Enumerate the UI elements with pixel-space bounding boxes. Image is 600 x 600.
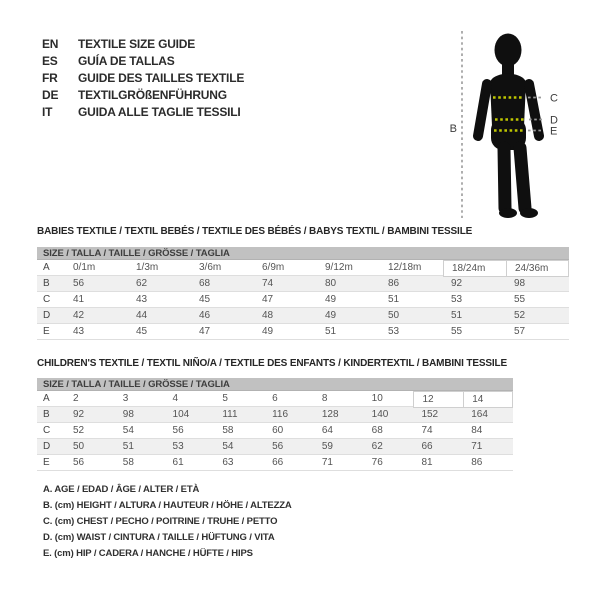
size-value-cell: 53 (388, 326, 400, 337)
size-value-cell: 41 (73, 294, 85, 305)
waist-label: D (550, 114, 558, 127)
size-value-cell: 98 (514, 278, 526, 289)
children-section-title: CHILDREN'S TEXTILE / TEXTIL NIÑO/A / TEXTILE DES ENFANTS / KINDERTEXTIL / BAMBINI TESSILE (37, 358, 507, 369)
size-value-cell: 8 (321, 393, 328, 404)
size-value-cell: 10 (371, 393, 383, 404)
size-value-cell: 50 (73, 441, 85, 452)
size-value-cell: 52 (73, 425, 85, 436)
size-value-cell: 5 (222, 393, 228, 404)
size-value-cell: 152 (421, 409, 439, 420)
row-label: D (43, 310, 51, 321)
size-value-cell: 86 (471, 457, 483, 468)
size-table-header: SIZE / TALLA / TAILLE / GRÖSSE / TAGLIA (37, 378, 513, 391)
size-value-cell: 51 (325, 326, 337, 337)
size-value-cell: 3/6m (199, 262, 222, 273)
size-value-cell: 51 (451, 310, 463, 321)
size-value-cell: 59 (321, 441, 333, 452)
chest-label: C (550, 92, 558, 105)
size-table-row (37, 423, 513, 439)
size-value-cell: 63 (222, 457, 234, 468)
row-label: B (43, 278, 50, 289)
language-title: GUIDA ALLE TAGLIE TESSILI (78, 105, 241, 119)
size-value-cell: 14 (463, 391, 513, 408)
size-value-cell: 56 (172, 425, 184, 436)
size-value-cell: 86 (388, 278, 400, 289)
silhouette-shape (478, 34, 539, 219)
size-value-cell: 43 (136, 294, 148, 305)
child-silhouette-figure (438, 26, 570, 226)
size-value-cell: 68 (371, 425, 383, 436)
size-value-cell: 1/3m (136, 262, 159, 273)
size-value-cell: 71 (321, 457, 333, 468)
size-value-cell: 44 (136, 310, 148, 321)
size-value-cell: 4 (172, 393, 179, 404)
size-value-cell: 56 (73, 278, 85, 289)
children-table-body (37, 391, 513, 471)
size-value-cell: 104 (172, 409, 190, 420)
size-value-cell: 80 (325, 278, 337, 289)
size-table-row (37, 324, 569, 340)
size-table-row (37, 308, 569, 324)
babies-size-table (37, 247, 569, 340)
size-value-cell: 47 (262, 294, 274, 305)
size-value-cell: 116 (272, 409, 289, 420)
size-value-cell: 92 (73, 409, 85, 420)
size-table-row (37, 260, 569, 276)
size-value-cell: 48 (262, 310, 274, 321)
row-label: C (43, 294, 51, 305)
size-value-cell: 60 (272, 425, 284, 436)
size-value-cell: 54 (122, 425, 134, 436)
hip-label: E (550, 125, 558, 138)
size-table-row (37, 292, 569, 308)
size-value-cell: 53 (451, 294, 463, 305)
language-code: ES (42, 54, 58, 68)
size-value-cell: 111 (222, 409, 238, 420)
size-table-row (37, 391, 513, 407)
language-row (42, 70, 244, 87)
row-label: C (43, 425, 51, 436)
size-value-cell: 54 (222, 441, 234, 452)
size-table-row (37, 276, 569, 292)
size-value-cell: 55 (451, 326, 463, 337)
legend-row: B. (cm) HEIGHT / ALTURA / HAUTEUR / HÖHE / ALTEZZA (43, 500, 292, 511)
legend-row: A. AGE / EDAD / ÂGE / ALTER / ETÀ (43, 484, 200, 495)
size-value-cell: 55 (514, 294, 526, 305)
size-value-cell: 49 (262, 326, 274, 337)
language-row (42, 104, 244, 121)
size-value-cell: 2 (73, 393, 79, 404)
language-title: GUÍA DE TALLAS (78, 54, 175, 68)
size-value-cell: 58 (122, 457, 134, 468)
size-table-row (37, 407, 513, 423)
row-label: A (43, 393, 50, 404)
size-value-cell: 62 (371, 441, 383, 452)
size-value-cell: 140 (371, 409, 389, 420)
size-value-cell: 43 (73, 326, 85, 337)
size-value-cell: 47 (199, 326, 211, 337)
size-value-cell: 6 (272, 393, 278, 404)
language-code: IT (42, 105, 53, 119)
size-value-cell: 42 (73, 310, 85, 321)
size-value-cell: 61 (172, 457, 184, 468)
size-table-row (37, 455, 513, 471)
language-row (42, 36, 244, 53)
size-value-cell: 74 (262, 278, 274, 289)
language-list (42, 36, 244, 121)
height-label: B (449, 123, 457, 135)
language-title: TEXTILE SIZE GUIDE (78, 37, 196, 51)
language-title: TEXTILGRÖßENFÜHRUNG (78, 88, 227, 102)
language-title: GUIDE DES TAILLES TEXTILE (78, 71, 245, 85)
size-value-cell: 0/1m (73, 262, 96, 273)
size-value-cell: 49 (325, 294, 337, 305)
size-value-cell: 45 (199, 294, 211, 305)
size-value-cell: 62 (136, 278, 148, 289)
size-value-cell: 64 (321, 425, 333, 436)
size-value-cell: 51 (122, 441, 134, 452)
size-table-header: SIZE / TALLA / TAILLE / GRÖSSE / TAGLIA (37, 247, 569, 260)
size-value-cell: 49 (325, 310, 337, 321)
size-value-cell: 56 (272, 441, 284, 452)
size-value-cell: 50 (388, 310, 400, 321)
babies-section-title: BABIES TEXTILE / TEXTIL BEBÉS / TEXTILE DES BÉBÉS / BABYS TEXTIL / BAMBINI TESSILE (37, 226, 473, 237)
size-value-cell: 76 (371, 457, 383, 468)
babies-table-body (37, 260, 569, 340)
language-code: EN (42, 37, 59, 51)
size-value-cell: 81 (421, 457, 433, 468)
language-row (42, 87, 244, 104)
size-value-cell: 45 (136, 326, 148, 337)
size-value-cell: 84 (471, 425, 483, 436)
size-value-cell: 66 (421, 441, 433, 452)
language-row (42, 53, 244, 70)
size-value-cell: 71 (471, 441, 483, 452)
language-code: FR (42, 71, 58, 85)
size-value-cell: 58 (222, 425, 234, 436)
language-code: DE (42, 88, 59, 102)
size-value-cell: 12 (413, 391, 463, 408)
measure-legend (43, 482, 292, 562)
children-size-table (37, 378, 513, 471)
size-value-cell: 68 (199, 278, 211, 289)
size-value-cell: 53 (172, 441, 184, 452)
size-value-cell: 6/9m (262, 262, 285, 273)
size-table-row (37, 439, 513, 455)
row-label: E (43, 457, 50, 468)
size-value-cell: 52 (514, 310, 526, 321)
size-value-cell: 3 (122, 393, 129, 404)
size-value-cell: 24/36m (506, 260, 569, 277)
size-value-cell: 57 (514, 326, 526, 337)
legend-row: E. (cm) HIP / CADERA / HANCHE / HÜFTE / HIPS (43, 548, 253, 559)
size-value-cell: 164 (471, 409, 488, 420)
legend-row: C. (cm) CHEST / PECHO / POITRINE / TRUHE / PETTO (43, 516, 278, 527)
size-value-cell: 12/18m (388, 262, 422, 273)
size-value-cell: 51 (388, 294, 400, 305)
legend-row: D. (cm) WAIST / CINTURA / TAILLE / HÜFTUNG / VITA (43, 532, 275, 543)
row-label: D (43, 441, 51, 452)
size-value-cell: 46 (199, 310, 211, 321)
size-value-cell: 56 (73, 457, 85, 468)
size-value-cell: 92 (451, 278, 463, 289)
size-value-cell: 18/24m (443, 260, 506, 277)
size-value-cell: 66 (272, 457, 284, 468)
row-label: B (43, 409, 50, 420)
row-label: E (43, 326, 50, 337)
size-value-cell: 9/12m (325, 262, 353, 273)
size-value-cell: 128 (321, 409, 339, 420)
size-value-cell: 74 (421, 425, 433, 436)
size-value-cell: 98 (122, 409, 134, 420)
row-label: A (43, 262, 50, 273)
